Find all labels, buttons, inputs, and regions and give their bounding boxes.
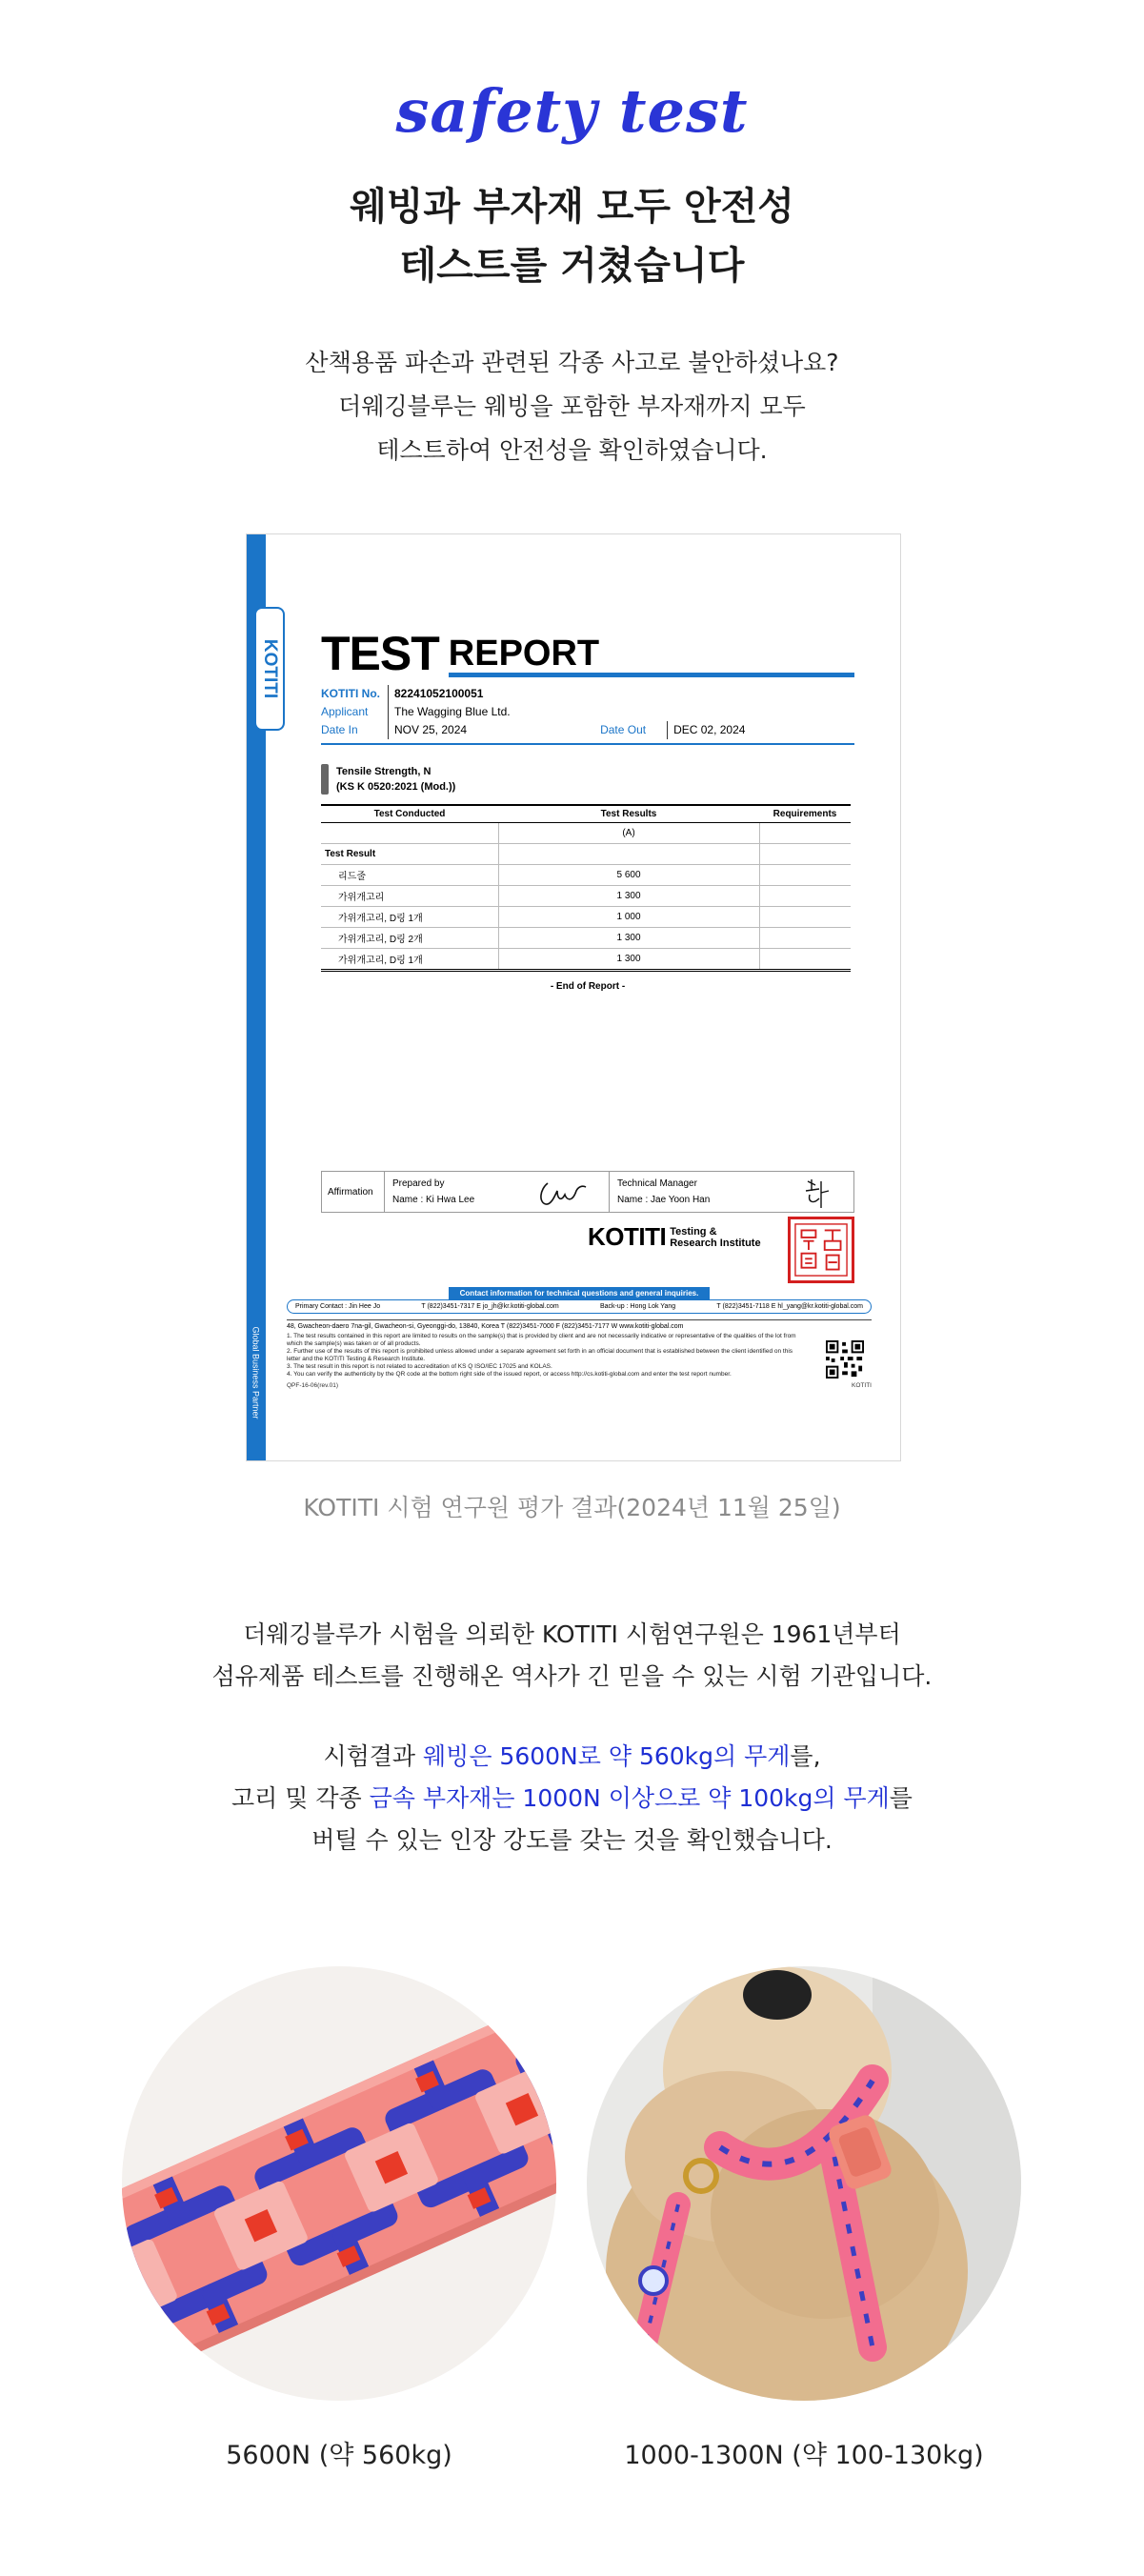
webbing-closeup-image [122,1966,556,2401]
sample-label: (A) [498,823,759,844]
report-meta [321,685,854,745]
kotiti-logo: KOTITI Testing & Research Institute [588,1222,761,1251]
institute-description [0,1614,1144,1698]
intro-line-3: 테스트하여 안전성을 확인하였습니다. [376,436,768,464]
tech-manager-label: Technical Manager [617,1178,697,1189]
result-line-3: 버틸 수 있는 인장 강도를 갖는 것을 확인했습니다. [311,1826,833,1854]
report-title: TEST REPORT [321,620,854,677]
date-in-label: Date In [321,723,358,736]
table-row: 가위개고리, D링 1개 1 300 [321,949,851,971]
contact-info [287,1287,872,1389]
report-side-text: Global Business Partner [251,1326,261,1419]
applicant: The Wagging Blue Ltd. [388,703,511,721]
description-line-1: 더웨깅블루가 시험을 의뢰한 KOTITI 시험연구원은 1961년부터 [243,1620,901,1648]
description-line-2: 섬유제품 테스트를 진행해온 역사가 긴 믿을 수 있는 시험 기관입니다. [211,1662,933,1690]
col-conducted: Test Conducted [321,805,498,823]
end-of-report: - End of Report - [550,981,626,992]
contact-backup: Back-up : Hong Lok Yang [600,1303,676,1310]
date-out: DEC 02, 2024 [667,721,745,739]
kotiti-no-label: KOTITI No. [321,687,380,700]
headline-line-2: 테스트를 거쳤습니다 [399,244,745,288]
official-seal-icon [788,1217,854,1283]
col-requirements: Requirements [759,805,851,823]
hardware-strength-caption: 1000-1300N (약 100-130kg) [624,2441,984,2470]
contact-primary: Primary Contact : Jin Hee Jo [295,1303,381,1310]
date-in: NOV 25, 2024 [388,721,467,739]
contact-tel-2: T (822)3451-7118 E hl_yang@kr.kotiti-global.com [716,1303,863,1310]
report-caption: KOTITI 시험 연구원 평가 결과(2024년 11월 25일) [303,1494,841,1521]
section-label: Test Result [321,844,498,865]
signature-1 [534,1176,592,1210]
report-body [321,620,854,992]
intro-line-2: 더웨깅블루는 웨빙을 포함한 부자재까지 모두 [338,392,806,420]
table-row: 가위개고리, D링 2개 1 300 [321,928,851,949]
table-row: 가위개고리, D링 1개 1 000 [321,907,851,928]
report-notes: 1. The test results contained in this report are limited to results on the sample(s) that is provided by client and are not necessarily indicative or representative of the qualities of the lot from which the sample(s) was taken or of all products. 2. Further use of the results of this report is prohibited unless allowed under a separate agreement set forth in an official document that is established between the client identified on this letter and the KOTITI Testing & Research Institute. 3. The test result in this report is not related to accreditation of KS Q ISO/IEC 17025 and KOLAS. 4. You can verify the authenticity by the QR code at the bottom right side of the issued report, or access http://cs.kotiti-global.com and enter the test report number. [287,1333,796,1378]
table-row: 리드줄 5 600 [321,865,851,886]
result-summary [0,1736,1144,1862]
webbing-strength-caption: 5600N (약 560kg) [226,2441,452,2470]
results-table [321,804,851,972]
contact-tel-1: T (822)3451-7317 E jo_jh@kr.kotiti-global.com [421,1303,559,1310]
webbing-photo [122,1966,556,2401]
footer-brand: KOTITI [852,1382,872,1389]
intro-line-1: 산책용품 파손과 관련된 각종 사고로 불안하셨나요? [305,349,839,376]
dog-with-harness-image [587,1966,1021,2401]
date-out-label: Date Out [600,723,647,736]
kotiti-no: 82241052100051 [388,685,483,703]
contact-header: Contact information for technical questions and general inquiries. [449,1287,710,1299]
affirmation-block [321,1171,854,1213]
tech-manager-name: Name : Jae Yoon Han [617,1195,711,1205]
signature-2 [798,1176,836,1212]
metal-highlight: 금속 부자재는 1000N 이상으로 약 100kg의 무게 [369,1784,890,1812]
intro-text [0,341,1144,473]
prepared-by-name: Name : Ki Hwa Lee [392,1195,475,1205]
webbing-highlight: 웨빙은 5600N로 약 560kg의 무게 [423,1742,791,1770]
qr-code-icon [826,1340,864,1379]
dog-harness-photo [587,1966,1021,2401]
col-results: Test Results [498,805,759,823]
result-line-2: 고리 및 각종 금속 부자재는 1000N 이상으로 약 100kg의 무게를 [231,1784,913,1812]
section-title: safety test [395,76,749,146]
prepared-by-label: Prepared by [392,1178,445,1189]
result-line-1: 시험결과 웨빙은 5600N로 약 560kg의 무게를, [323,1742,821,1770]
test-spec: Tensile Strength, N (KS K 0520:2021 (Mod.)) [321,764,854,795]
headline [0,177,1144,295]
applicant-label: Applicant [321,705,369,718]
address: 48, Gwacheon-daero 7na-gil, Gwacheon-si, Gyeonggi-do, 13840, Korea T (822)3451-7000 F (822)3451-7177 W www.kotiti-global.com [287,1319,872,1330]
affirmation-label: Affirmation [322,1172,385,1212]
headline-line-1: 웨빙과 부자재 모두 안전성 [350,185,794,229]
test-report-document [246,533,901,1461]
report-side-logo: KOTITI [254,607,285,731]
form-code: QPF-16-06(rev.01) [287,1382,339,1389]
table-row: 가위개고리 1 300 [321,886,851,907]
